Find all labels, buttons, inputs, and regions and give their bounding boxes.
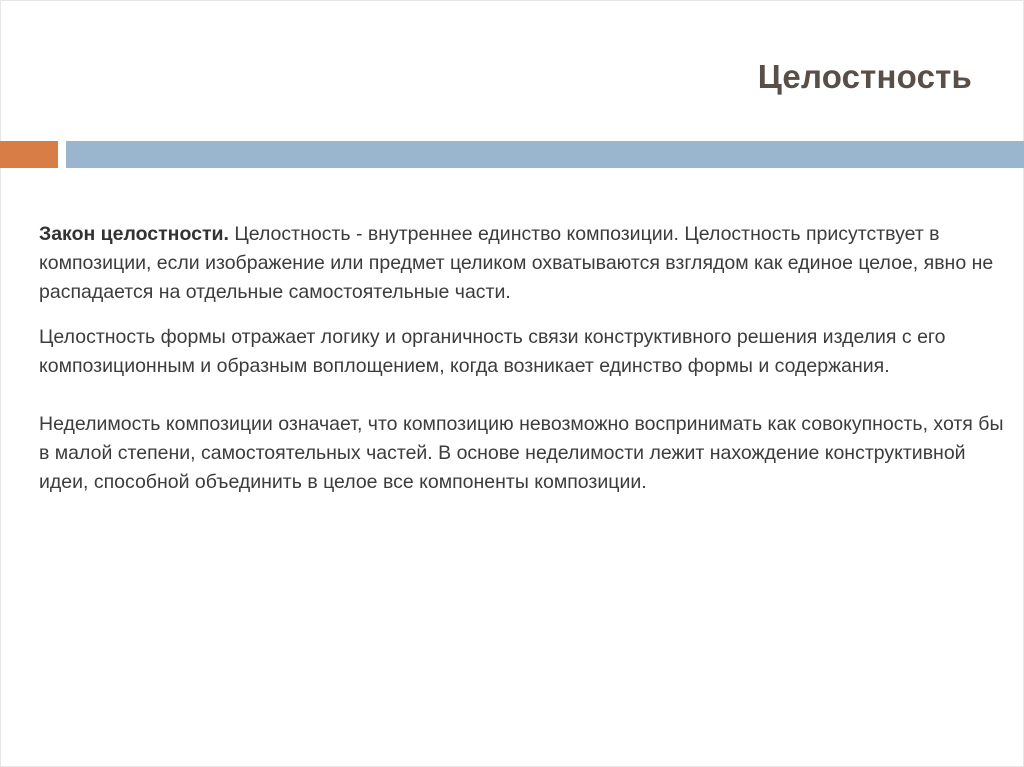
slide-content: [39, 220, 1014, 497]
paragraph-lead: Закон целостности.: [39, 223, 229, 245]
paragraph-form-integrity: Целостность формы отражает логику и органичность связи конструктивного решения изделия с его композиционным и образным воплощением, когда возникает единство формы и содержания.: [39, 326, 946, 377]
paragraph-text: Целостность - внутреннее единство композиции. Целостность присутствует в композиции, если изображение или предмет целиком охватываются взглядом как единое целое, явно не распадается на отдельные самостоятельные части.: [39, 223, 994, 303]
header-bar: [66, 141, 1024, 168]
paragraph-law-of-integrity: [39, 220, 1014, 307]
slide-title: Целостность: [757, 58, 972, 95]
paragraph-indivisibility: Неделимость композиции означает, что композицию невозможно воспринимать как совокупность, хотя бы в малой степени, самостоятельных частей. В основе неделимости лежит нахождение конструктивной идеи, способной объединить в целое все компоненты композиции.: [39, 413, 1004, 493]
accent-bar: [0, 141, 58, 168]
